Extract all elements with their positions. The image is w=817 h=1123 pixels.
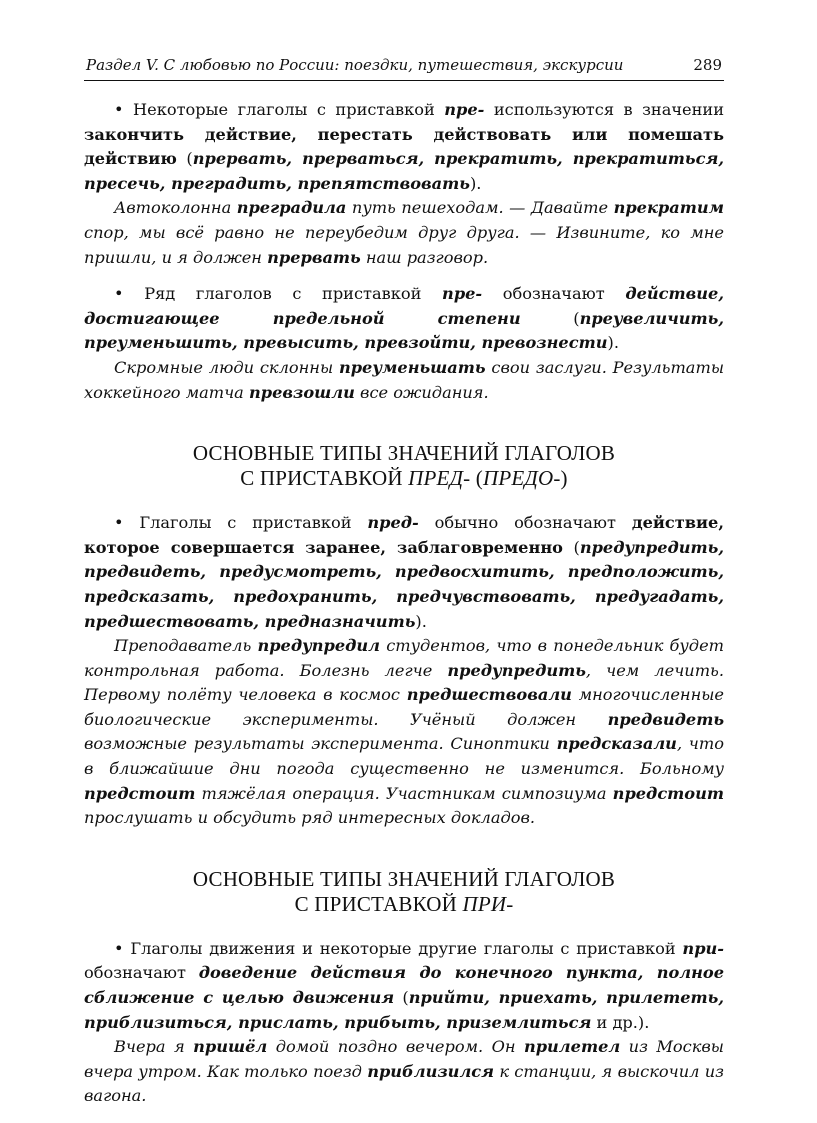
- section-heading-pred: [84, 441, 724, 491]
- text: из Москвы вчера утром. Как только поезд: [84, 1037, 724, 1081]
- prefix: пред-: [367, 513, 419, 533]
- example-verb: прекратим: [613, 198, 724, 218]
- text: спор, мы всё равно не переубедим друг друга. — Извините, ко мне пришли, и я должен: [84, 222, 724, 267]
- heading-line: ОСНОВНЫЕ ТИПЫ ЗНАЧЕНИЙ ГЛАГОЛОВ: [192, 441, 616, 466]
- verb-list: прервать, прерваться, прекратить, прекратиться, пресечь, преградить, препятствовать: [84, 149, 724, 193]
- text: к станции, я: [494, 1061, 618, 1081]
- text: наш разговор.: [360, 247, 489, 267]
- prefix: пре-: [442, 284, 483, 304]
- text: прослушать и обсудить ряд интересных докладов.: [84, 808, 536, 828]
- example-verb: прервать: [267, 247, 361, 267]
- prefix: ПРЕД-: [408, 466, 471, 491]
- rule-paragraph-pri: [84, 937, 724, 1035]
- text: Глаголы с приставкой: [139, 513, 368, 533]
- text: студентов, что в понедельник будет контрольная работа. Болезнь легче: [84, 636, 724, 680]
- text: Скромные люди склонны: [114, 357, 339, 377]
- text: все ожидания.: [354, 382, 489, 402]
- rule-paragraph-pred: [84, 511, 724, 634]
- text: , чем лечить. Первому полёту человека в космос: [84, 660, 724, 705]
- text: свои заслуги. Результаты хоккейного матча: [84, 357, 724, 402]
- text: , что в ближайшие дни погода существенно не изменится. Больному: [84, 734, 724, 779]
- text: С ПРИСТАВКОЙ: [240, 466, 409, 491]
- meaning: действие, достигающее предельной степени: [84, 284, 724, 328]
- heading-line: ОСНОВНЫЕ ТИПЫ ЗНАЧЕНИЙ ГЛАГОЛОВ: [192, 866, 616, 891]
- text: ): [560, 466, 568, 491]
- example-verb: предупредил: [257, 636, 381, 656]
- text: Глаголы движения и некоторые другие глаголы с приставкой: [130, 938, 683, 958]
- example-paragraph: [84, 356, 724, 405]
- example-verb: прилетел: [523, 1037, 621, 1057]
- meaning: действие, которое совершается заранее, заблаговременно: [84, 513, 724, 557]
- heading-line: [84, 466, 724, 491]
- example-paragraph: [84, 1035, 724, 1109]
- text: обозначают: [84, 963, 199, 983]
- text: из вагона.: [84, 1061, 724, 1106]
- text: (: [520, 308, 580, 328]
- text: используются в значении: [484, 100, 725, 119]
- text: ).: [607, 333, 619, 353]
- text: Некоторые глаголы с приставкой: [133, 100, 445, 119]
- text: выскочил: [617, 1061, 700, 1081]
- example-verb: преградила: [236, 198, 347, 218]
- bullet-icon: •: [114, 513, 124, 533]
- text: Преподаватель: [114, 636, 258, 656]
- verb-list: прийти, приехать, прилететь, приблизиться, прислать, прибыть, приземлиться: [84, 988, 724, 1032]
- prefix: при-: [682, 938, 724, 958]
- running-header: [84, 50, 724, 81]
- example-verb: превзошли: [248, 382, 355, 402]
- text: (: [470, 466, 483, 491]
- text: и др.).: [591, 1012, 650, 1032]
- meaning: доведение действия до конечного пункта, полное сближение с целью движения: [84, 963, 725, 1008]
- example-verb: предвидеть: [607, 709, 724, 729]
- section-heading-pri: [84, 867, 724, 917]
- text: обозначают: [482, 284, 626, 304]
- page-number: 289: [693, 56, 722, 74]
- text: многочисленные биологические эксперименты. Учёный должен: [84, 685, 724, 729]
- example-verb: предстоит: [84, 783, 196, 803]
- example-verb: предшествовали: [406, 685, 572, 705]
- bullet-icon: •: [114, 284, 124, 304]
- rule-paragraph-pre-stop: [84, 98, 724, 196]
- prefix: ПРЕДО-: [483, 466, 561, 491]
- example-verb: приблизился: [367, 1061, 495, 1081]
- example-paragraph: [84, 634, 724, 831]
- meaning: закончить действие, перестать действовать или помешать действию: [84, 124, 724, 169]
- verb-list: преувеличить, преуменьшить, превысить, превзойти, превознести: [84, 308, 724, 353]
- text: Вчера я: [114, 1037, 194, 1057]
- text: тяжёлая операция. Участникам симпозиума: [195, 783, 613, 803]
- example-verb: предсказали: [556, 734, 677, 754]
- text: Ряд глаголов с приставкой: [144, 284, 443, 304]
- bullet-icon: •: [114, 938, 124, 958]
- bullet-icon: •: [114, 100, 124, 119]
- text: обычно обозначают: [418, 513, 632, 533]
- text: ).: [415, 611, 427, 631]
- text: (: [394, 988, 409, 1008]
- text: возможные результаты эксперимента. Синоптики: [84, 734, 557, 754]
- text: Автоколонна: [114, 198, 237, 218]
- example-verb: преуменьшать: [338, 357, 486, 377]
- text: ).: [469, 173, 482, 193]
- verb-list: предупредить, предвидеть, предусмотреть, предвосхитить, предположить, предсказать, предохранить, предчувствовать, предугадать, предшествовать, предназначить: [84, 537, 724, 631]
- example-verb: пришёл: [193, 1037, 268, 1057]
- text: С ПРИСТАВКОЙ: [294, 891, 463, 916]
- example-verb: предстоит: [612, 783, 724, 803]
- running-title: Раздел V. С любовью по России: поездки, путешествия, экскурсии: [86, 56, 624, 74]
- rule-paragraph-pre-extreme: [84, 282, 724, 356]
- page-body: [84, 98, 724, 1109]
- text: путь пешеходам. — Давайте: [346, 198, 614, 218]
- text: домой поздно вечером. Он: [267, 1037, 524, 1057]
- prefix: пре-: [444, 100, 485, 119]
- heading-line: [84, 892, 724, 917]
- example-verb: предупредить: [447, 660, 586, 680]
- prefix: ПРИ-: [462, 891, 514, 916]
- example-paragraph: [84, 196, 724, 270]
- text: (: [562, 537, 580, 557]
- text: (: [176, 149, 193, 169]
